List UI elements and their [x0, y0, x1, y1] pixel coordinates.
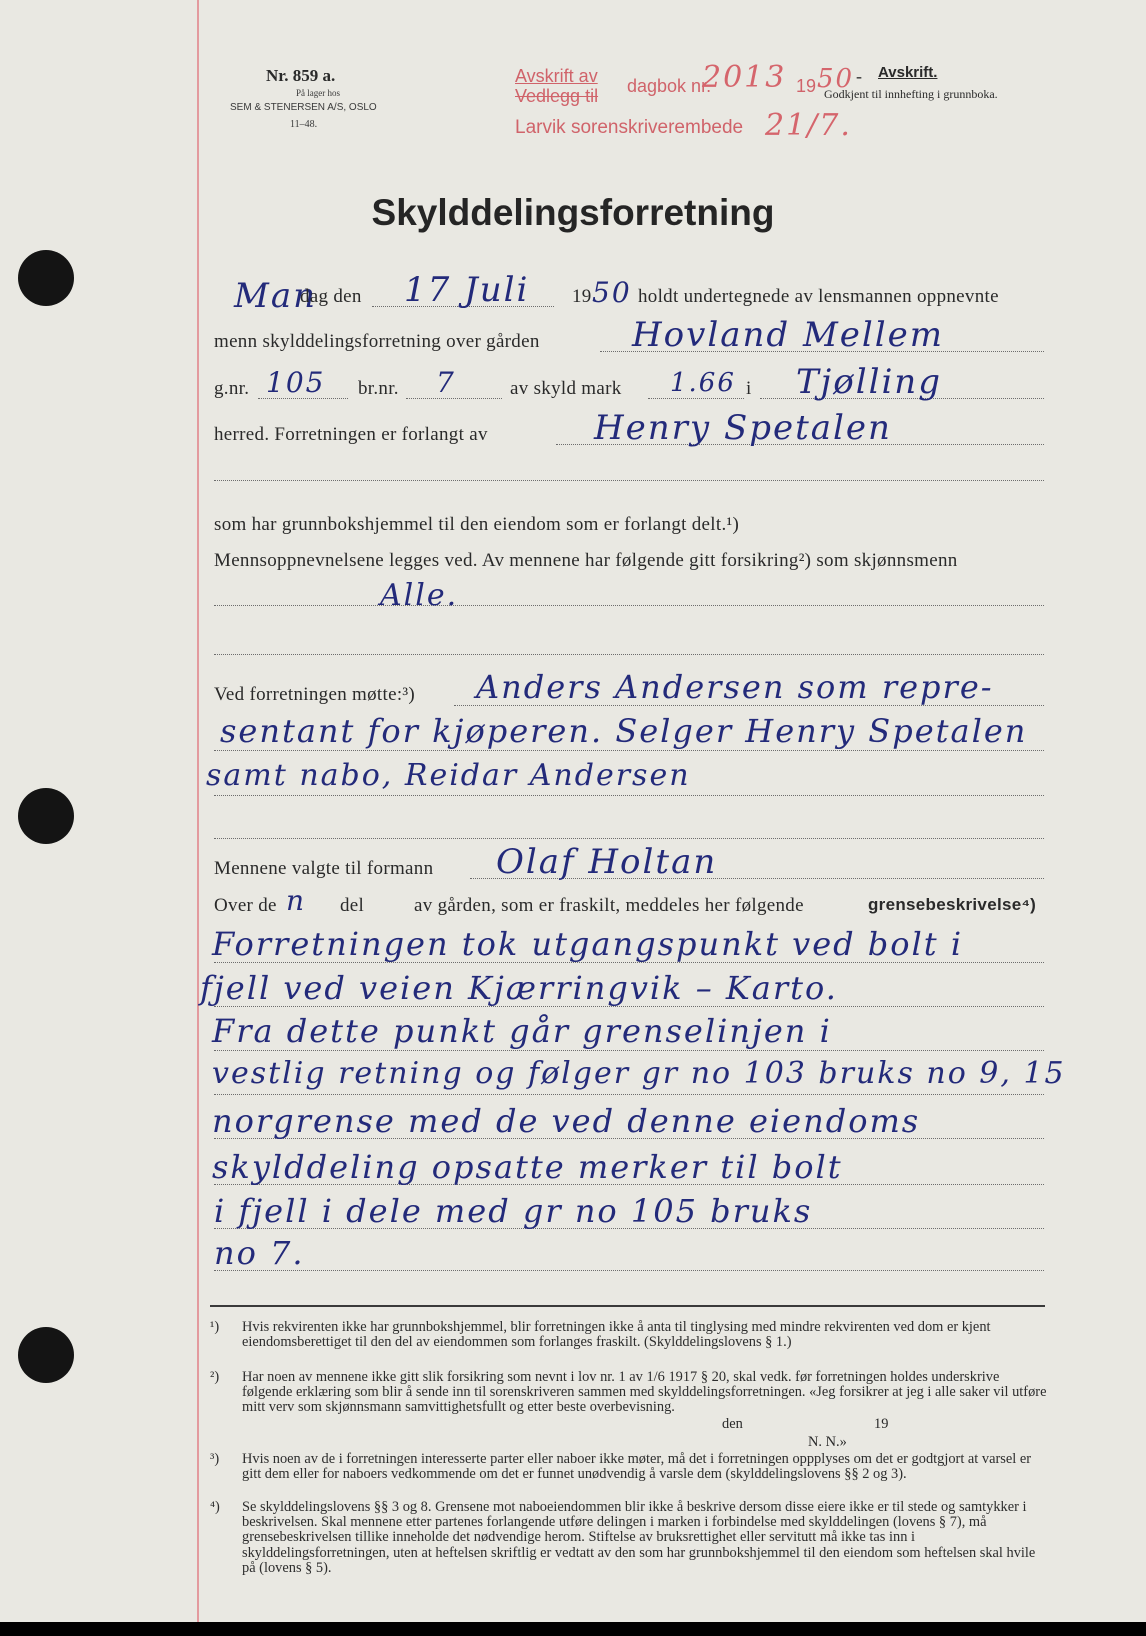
footnote-separator — [210, 1305, 1045, 1307]
footnote-2 — [210, 1370, 1050, 1434]
hw-grense-line8: no 7. — [214, 1234, 305, 1272]
del-label: del — [340, 895, 365, 916]
footnote-2-den: den — [722, 1416, 743, 1432]
year-prefix: 19 — [572, 286, 592, 307]
skyld-label: av skyld mark — [510, 378, 622, 399]
stamp-office: Larvik sorenskriverembede — [515, 117, 744, 138]
hw-herred: Tjølling — [796, 362, 942, 402]
footnote-1-text: Hvis rekvirenten ikke har grunnbokshjemmel, blir forretningen ikke å anta til tinglysing med mindre rekvirenten ved dom er kjent eiendomsberettiget til den del av eiendommen som forlanges fraskilt. (Skylddelingslovens § 1.) — [242, 1319, 991, 1351]
hw-skjonnsmenn: Alle. — [380, 578, 459, 613]
over-garden-label: menn skylddelingsforretning over gården — [214, 331, 540, 352]
footnote-2-text: Har noen av mennene ikke gitt slik forsikring som nevnt i lov nr. 1 av 1/6 1917 § 20, skal vedk. før forretningen holdes underskrive følgende erklæring som blir å sende inn til sorenskriveren sammen med skylddelingsforretningen. «Jeg forsikrer at jeg i alle saker vil utføre mitt verv som skjønnsmann samvittighetsfullt og etter beste overbevisning. — [242, 1369, 1047, 1416]
formann-label: Mennene valgte til formann — [214, 858, 434, 879]
hw-year: 50 — [592, 276, 632, 309]
margin-rule — [197, 0, 199, 1622]
hw-brnr: 7 — [436, 366, 456, 399]
punch-hole-top — [18, 250, 74, 306]
footnote-2-year: 19 — [874, 1416, 889, 1432]
hw-motte-line2: sentant for kjøperen. Selger Henry Spetalen — [220, 712, 1028, 750]
footnote-3-text: Hvis noen av de i forretningen interesserte parter eller naboer ikke møter, må det i forretningen oppplyses om det er godtgjort at varsel er gitt dem eller for naboers vedkommende om det er funnet unødvendig å varsle dem (skylddelingslovens §§ 2 og 3). — [242, 1451, 1032, 1483]
footnote-3 — [210, 1452, 1050, 1502]
printer-line-1: På lager hos — [296, 88, 340, 98]
held-text: holdt undertegnede av lensmannen oppnevnte — [638, 286, 999, 307]
hw-requester: Henry Spetalen — [594, 408, 892, 448]
hw-grense-line1: Forretningen tok utgangspunkt ved bolt i — [212, 925, 964, 963]
footnote-4-mark: ⁴) — [210, 1499, 220, 1515]
form-number: Nr. 859 a. — [266, 66, 336, 85]
footnote-2-nn: N. N.» — [808, 1434, 847, 1450]
document-title: Skylddelingsforretning — [371, 192, 775, 233]
footnote-3-mark: ³) — [210, 1451, 220, 1467]
stamp-year-suffix: 50 — [817, 64, 855, 94]
footnote-1 — [210, 1320, 1050, 1370]
grensebeskrivelse-label: grensebeskrivelse⁴) — [868, 895, 1037, 914]
stamp-date: 21/7. — [765, 108, 852, 143]
hw-date: 17 Juli — [404, 270, 530, 310]
footnote-2-mark: ²) — [210, 1369, 220, 1385]
hw-gnr: 105 — [266, 366, 326, 399]
motte-label: Ved forretningen møtte:³) — [214, 684, 416, 705]
avskrift-label: Avskrift. — [878, 64, 938, 81]
hw-motte-line1: Anders Andersen som repre- — [476, 668, 994, 706]
hw-farm-name: Hovland Mellem — [632, 315, 944, 355]
herred-label: herred. Forretningen er forlangt av — [214, 424, 488, 445]
brnr-label: br.nr. — [358, 378, 399, 399]
oppnevnelse-text: Mennsoppnevnelsene legges ved. Av mennene har følgende gitt forsikring²) som skjønnsmenn — [214, 550, 958, 571]
hw-over-de: n — [286, 884, 307, 917]
hw-grense-line4: vestlig retning og følger gr no 103 bruks no 9, 15 — [212, 1056, 1066, 1091]
stamp-year-prefix: 19 — [796, 76, 817, 96]
stamp-dagbok-label: dagbok nr. — [627, 76, 712, 96]
stamp-avskrift-av: Avskrift av — [515, 66, 598, 86]
punch-hole-bottom — [18, 1327, 74, 1383]
hw-skyld: 1.66 — [670, 368, 736, 398]
hw-grense-line6: skylddeling opsatte merker til bolt — [212, 1148, 843, 1186]
printer-line-3: 11–48. — [290, 119, 318, 130]
punch-hole-middle — [18, 788, 74, 844]
printer-line-2: SEM & STENERSEN A/S, OSLO — [230, 102, 377, 113]
godkjent-note: Godkjent til innhefting i grunnboka. — [824, 87, 998, 101]
i-label: i — [746, 378, 752, 399]
hw-weekday: Man — [234, 276, 317, 316]
hw-grense-line7: i fjell i dele med gr no 105 bruks — [214, 1192, 813, 1230]
stamp-vedlegg-til: Vedlegg til — [515, 86, 599, 106]
hw-formann: Olaf Holtan — [496, 842, 718, 882]
hw-motte-line3: samt nabo, Reidar Andersen — [206, 758, 691, 793]
footnote-1-mark: ¹) — [210, 1319, 220, 1335]
hjemmel-text: som har grunnbokshjemmel til den eiendom som er forlangt delt.¹) — [214, 514, 740, 535]
dagbok-number: 2013 — [702, 60, 787, 95]
gnr-label: g.nr. — [214, 378, 250, 399]
dag-den-label: dag den — [300, 286, 362, 307]
footnote-4-text: Se skylddelingslovens §§ 3 og 8. Grensene mot naboeiendommen blir ikke å beskrive dersom disse eiere ikke er til stede og samtykker i beskrivelsen. Skal mennene etter partenes forlangende utføre delingen i marken i forbindelse med skylddelingen (lovens § 7), må grensebeskrivelsen tillike inneholde det nødvendige herom. Stiftelse av bruksrettighet eller servitutt må ikke tas inn i skylddelingsforretningen, uten at heftelsen skriftlig er vedtatt av den som har grunnbokshjemmel til den eiendom som heftelsen skal hvile på (lovens § 5). — [242, 1499, 1036, 1576]
hw-grense-line5: norgrense med de ved denne eiendoms — [212, 1102, 921, 1140]
over-de-label: Over de — [214, 895, 277, 916]
footnote-4 — [210, 1500, 1050, 1600]
hw-grense-line3: Fra dette punkt går grenselinjen i — [212, 1012, 832, 1050]
hw-grense-line2: fjell ved veien Kjærringvik – Karto. — [200, 969, 838, 1007]
av-garden-text: av gården, som er fraskilt, meddeles her følgende — [414, 895, 804, 916]
